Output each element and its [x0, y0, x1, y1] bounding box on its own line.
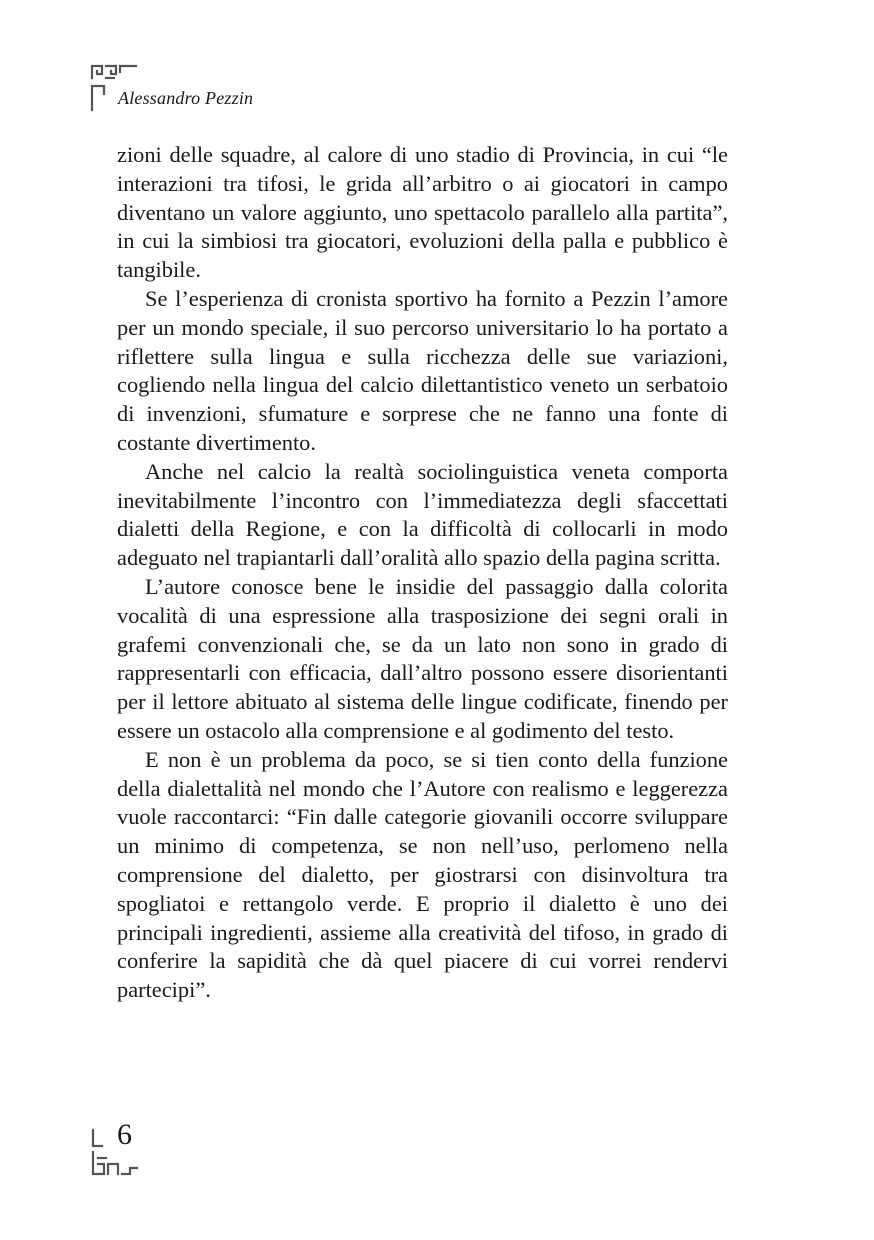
greek-key-corner-icon [90, 1128, 140, 1178]
paragraph: L’autore conosce bene le insidie del passaggio dalla colorita vocalità di una espressione alla trasposizione dei segni orali in grafemi convenzionali che, se da un lato non sono in grado di rappresentarli con efficacia, dall’altro possono essere disorientanti per il lettore abituato al sistema delle lingue codificate, finendo per essere un ostacolo alla comprensione e al godimento del testo. [117, 573, 728, 743]
paragraph: E non è un problema da poco, se si tien conto della funzione della dialettalità nel mondo che l’Autore con realismo e leggerezza vuole raccontarci: “Fin dalle categorie giovanili occorre sviluppare un minimo di competenza, se non nell’uso, perlomeno nella comprensione del dialetto, per giostrarsi con disinvoltura tra spogliatoi e rettangolo verde. E proprio il dialetto è uno dei principali ingredienti, assieme alla creatività del tifoso, in grado di conferire la sapidità che dà quel piacere di cui vorrei rendervi partecipi”. [117, 746, 728, 1003]
body-text [117, 141, 728, 1005]
paragraph: Anche nel calcio la realtà sociolinguistica veneta comporta inevitabilmente l’incontro con l’immediatezza degli sfaccettati dialetti della Regione, e con la difficoltà di collocarli in modo adeguato nel trapiantarli dall’oralità allo spazio della pagina scritta. [117, 458, 728, 571]
paragraph: Se l’esperienza di cronista sportivo ha fornito a Pezzin l’amore per un mondo speciale, il suo percorso universitario lo ha portato a riflettere sulla lingua e sulla ricchezza delle sue variazioni, cogliendo nella lingua del calcio dilettantistico veneto un serbatoio di invenzioni, sfumature e sorprese che ne fanno una fonte di costante divertimento. [117, 285, 728, 455]
paragraph: zioni delle squadre, al calore di uno stadio di Provincia, in cui “le interazioni tra tifosi, le grida all’arbitro o ai giocatori in campo diventano un valore aggiunto, uno spettacolo parallelo alla partita”, in cui la simbiosi tra giocatori, evoluzioni della palla e pubblico è tangibile. [117, 142, 728, 283]
running-head: Alessandro Pezzin [118, 88, 254, 108]
page-number: 6 [117, 1118, 132, 1151]
